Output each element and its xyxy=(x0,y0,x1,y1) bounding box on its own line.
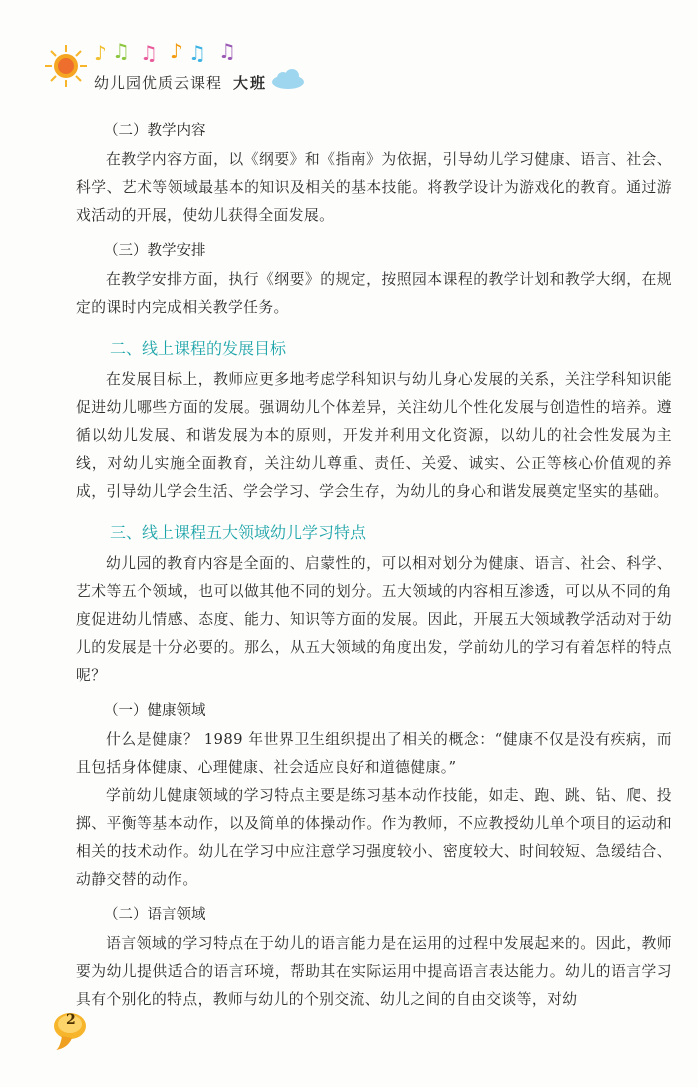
page-body xyxy=(76,116,672,1014)
page-number: 2 xyxy=(66,1012,76,1028)
section-heading-health-domain: （一）健康领域 xyxy=(104,703,206,719)
section-heading-teaching-content: （二）教学内容 xyxy=(104,123,206,139)
section-heading-teaching-arrangement: （三）教学安排 xyxy=(104,243,206,259)
music-notes-icon xyxy=(92,40,252,66)
sun-icon xyxy=(44,44,88,88)
paragraph: 在教学内容方面，以《纲要》和《指南》为依据，引导幼儿学习健康、语言、社会、科学、艺术等领域最基本的知识及相关的基本技能。将教学设计为游戏化的教育。通过游戏活动的开展，使幼儿获得全面发展。 xyxy=(76,151,672,224)
svg-text:♪: ♪ xyxy=(170,40,183,63)
paragraph: 在发展目标上，教师应更多地考虑学科知识与幼儿身心发展的关系，关注学科知识能促进幼儿哪些方面的发展。强调幼儿个体差异，关注幼儿个性化发展与创造性的培养。遵循以幼儿发展、和谐发展为本的原则，开发并利用文化资源，以幼儿的社会性发展为主线，对幼儿实施全面教育，关注幼儿尊重、责任、关爱、诚实、公正等核心价值观的养成，引导幼儿学会生活、学会学习、学会生存，为幼儿的身心和谐发展奠定坚实的基础。 xyxy=(76,371,672,500)
page-header xyxy=(0,0,698,100)
section-heading-development-goals: 二、线上课程的发展目标 xyxy=(110,339,287,358)
paragraph: 幼儿园的教育内容是全面的、启蒙性的，可以相对划分为健康、语言、社会、科学、艺术等五个领域，也可以做其他不同的划分。五大领域的内容相互渗透，可以从不同的角度促进幼儿情感、态度、能力、知识等方面的发展。因此，开展五大领域教学活动对于幼儿的发展是十分必要的。那么，从五大领域的角度出发，学前幼儿的学习有着怎样的特点呢？ xyxy=(76,555,672,684)
course-title: 幼儿园优质云课程 xyxy=(94,74,223,92)
svg-text:♫: ♫ xyxy=(188,41,206,65)
paragraph: 语言领域的学习特点在于幼儿的语言能力是在运用的过程中发展起来的。因此，教师要为幼儿提供适合的语言环境，帮助其在实际运用中提高语言表达能力。幼儿的语言学习具有个别化的特点，教师与幼儿的个别交流、幼儿之间的自由交谈等，对幼 xyxy=(76,935,672,1008)
svg-text:♫: ♫ xyxy=(140,41,158,65)
svg-text:♫: ♫ xyxy=(112,40,130,63)
svg-text:♪: ♪ xyxy=(94,41,107,65)
paragraph: 学前幼儿健康领域的学习特点主要是练习基本动作技能，如走、跑、跳、钻、爬、投掷、平衡等基本动作，以及简单的体操动作。作为教师，不应教授幼儿单个项目的运动和相关的技术动作。幼儿在学习中应注意学习强度较小、密度较大、时间较短、急缓结合、动静交替的动作。 xyxy=(76,787,672,888)
cloud-icon xyxy=(270,68,306,90)
section-heading-language-domain: （二）语言领域 xyxy=(104,907,206,923)
svg-text:♫: ♫ xyxy=(218,40,236,63)
paragraph: 什么是健康？ 1989 年世界卫生组织提出了相关的概念：“健康不仅是没有疾病，而且包括身体健康、心理健康、社会适应良好和道德健康。” xyxy=(76,731,672,776)
section-heading-five-domains: 三、线上课程五大领域幼儿学习特点 xyxy=(110,523,367,542)
paragraph: 在教学安排方面，执行《纲要》的规定，按照园本课程的教学计划和教学大纲，在规定的课时内完成相关教学任务。 xyxy=(76,271,672,316)
class-label: 大班 xyxy=(233,74,268,92)
